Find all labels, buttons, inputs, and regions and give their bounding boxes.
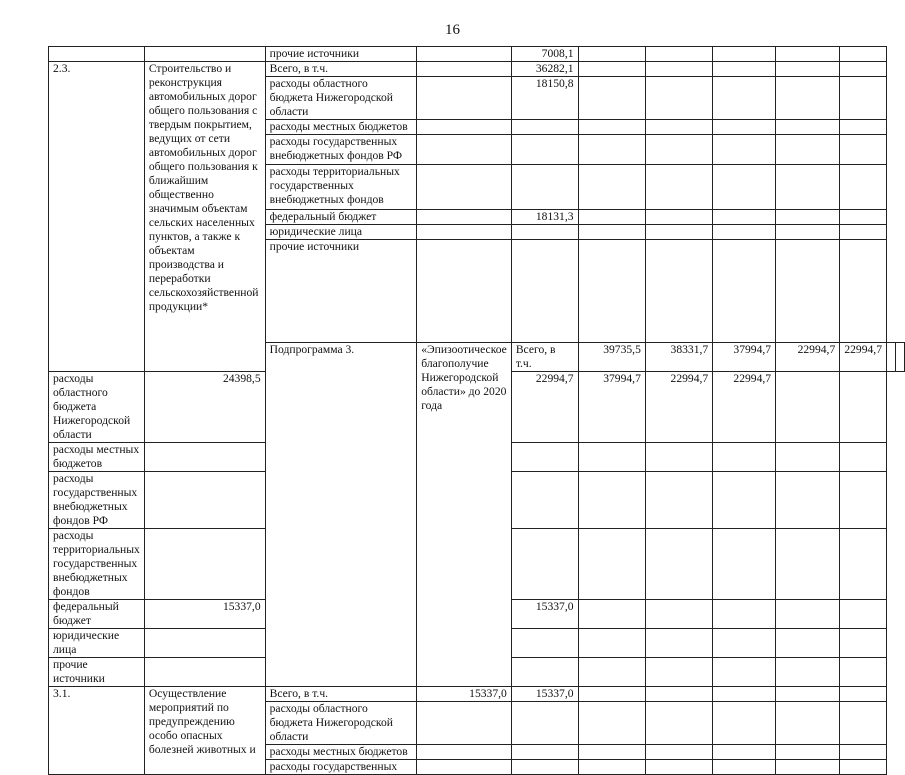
row-index-cell: 3.1.	[49, 687, 145, 775]
value-cell	[578, 47, 645, 62]
value-cell	[417, 120, 512, 135]
value-cell	[511, 702, 578, 745]
value-cell	[511, 629, 578, 658]
value-cell	[840, 62, 887, 77]
value-cell	[645, 658, 712, 687]
value-cell	[776, 745, 840, 760]
value-cell	[645, 745, 712, 760]
value-cell	[840, 77, 887, 120]
value-cell	[511, 135, 578, 165]
value-cell	[713, 658, 776, 687]
funding-source-cell: федеральный бюджет	[265, 210, 417, 225]
value-cell	[840, 600, 887, 629]
value-cell	[578, 225, 645, 240]
value-cell: 15337,0	[511, 600, 578, 629]
value-cell	[776, 135, 840, 165]
value-cell	[776, 529, 840, 600]
value-cell	[417, 135, 512, 165]
value-cell: 7008,1	[511, 47, 578, 62]
value-cell: 22994,7	[776, 343, 840, 372]
measure-name-cell	[144, 47, 265, 62]
value-cell	[840, 372, 887, 443]
value-cell: 15337,0	[417, 687, 512, 702]
value-cell	[417, 225, 512, 240]
value-cell	[417, 47, 512, 62]
value-cell	[776, 77, 840, 120]
funding-source-cell: расходы областного бюджета Нижегородской области	[265, 77, 417, 120]
funding-source-cell: расходы местных бюджетов	[49, 443, 145, 472]
funding-source-cell: прочие источники	[265, 240, 417, 343]
value-cell	[776, 760, 840, 775]
value-cell	[578, 210, 645, 225]
value-cell	[417, 745, 512, 760]
value-cell	[417, 62, 512, 77]
value-cell: 18150,8	[511, 77, 578, 120]
value-cell	[645, 77, 712, 120]
value-cell: 22994,7	[645, 372, 712, 443]
value-cell	[645, 687, 712, 702]
value-cell	[840, 629, 887, 658]
measure-name-cell: «Эпизоотическое благополучие Нижегородской области» до 2020 года	[417, 343, 512, 687]
value-cell	[713, 165, 776, 210]
value-cell	[840, 529, 887, 600]
value-cell: 24398,5	[144, 372, 265, 443]
table-row	[49, 62, 905, 77]
value-cell	[578, 472, 645, 529]
value-cell	[713, 529, 776, 600]
table-row	[49, 47, 905, 62]
funding-source-cell: прочие источники	[49, 658, 145, 687]
value-cell	[840, 225, 887, 240]
value-cell: 37994,7	[713, 343, 776, 372]
value-cell	[645, 472, 712, 529]
row-index-cell: Подпрограмма 3.	[265, 343, 417, 687]
value-cell	[840, 47, 887, 62]
value-cell	[578, 77, 645, 120]
value-cell	[776, 443, 840, 472]
value-cell	[887, 343, 896, 372]
value-cell	[776, 658, 840, 687]
value-cell	[645, 135, 712, 165]
value-cell	[840, 165, 887, 210]
value-cell	[511, 745, 578, 760]
value-cell	[840, 120, 887, 135]
value-cell	[713, 472, 776, 529]
value-cell	[776, 687, 840, 702]
value-cell: 22994,7	[713, 372, 776, 443]
value-cell	[896, 343, 905, 372]
funding-source-cell: федеральный бюджет	[49, 600, 145, 629]
value-cell	[713, 225, 776, 240]
funding-source-cell: Всего, в т.ч.	[265, 62, 417, 77]
value-cell: 39735,5	[578, 343, 645, 372]
value-cell	[776, 47, 840, 62]
value-cell	[578, 240, 645, 343]
value-cell	[840, 702, 887, 745]
value-cell	[511, 240, 578, 343]
funding-source-cell: Всего, в т.ч.	[511, 343, 578, 372]
value-cell	[713, 745, 776, 760]
funding-source-cell: расходы областного бюджета Нижегородской области	[49, 372, 145, 443]
funding-source-cell: юридические лица	[265, 225, 417, 240]
value-cell	[645, 600, 712, 629]
value-cell	[645, 629, 712, 658]
value-cell	[713, 120, 776, 135]
value-cell	[417, 702, 512, 745]
value-cell	[776, 472, 840, 529]
value-cell	[713, 687, 776, 702]
funding-source-cell: расходы областного бюджета Нижегородской области	[265, 702, 417, 745]
value-cell	[776, 62, 840, 77]
measure-name-cell: Осуществление мероприятий по предупреждению особо опасных болезней животных и	[144, 687, 265, 775]
value-cell	[578, 600, 645, 629]
value-cell: 22994,7	[511, 372, 578, 443]
value-cell: 15337,0	[511, 687, 578, 702]
value-cell	[840, 135, 887, 165]
value-cell	[417, 240, 512, 343]
value-cell	[417, 165, 512, 210]
value-cell	[578, 702, 645, 745]
value-cell	[713, 702, 776, 745]
funding-source-cell: расходы государственных внебюджетных фондов РФ	[265, 135, 417, 165]
value-cell: 22994,7	[840, 343, 887, 372]
value-cell	[645, 760, 712, 775]
value-cell	[144, 472, 265, 529]
row-index-cell: 2.3.	[49, 62, 145, 372]
value-cell	[645, 240, 712, 343]
value-cell	[578, 443, 645, 472]
value-cell	[776, 165, 840, 210]
value-cell	[776, 702, 840, 745]
funding-source-cell: расходы местных бюджетов	[265, 745, 417, 760]
value-cell	[713, 77, 776, 120]
measure-name-cell: Строительство и реконструкция автомобильных дорог общего пользования с твердым покрытием, ведущих от сети автомобильных дорог общего пользования к ближайшим общественно значимым объектам сельских населенных пунктов, а также к объектам производства и переработки сельскохозяйственной продукции*	[144, 62, 265, 372]
value-cell	[645, 47, 712, 62]
value-cell	[578, 165, 645, 210]
value-cell	[417, 760, 512, 775]
value-cell	[578, 135, 645, 165]
value-cell: 37994,7	[578, 372, 645, 443]
value-cell	[713, 629, 776, 658]
value-cell	[776, 372, 840, 443]
value-cell	[144, 529, 265, 600]
value-cell	[840, 472, 887, 529]
value-cell	[511, 443, 578, 472]
value-cell	[578, 745, 645, 760]
budget-table	[48, 46, 905, 775]
value-cell	[144, 658, 265, 687]
value-cell: 18131,3	[511, 210, 578, 225]
value-cell	[578, 120, 645, 135]
value-cell	[645, 210, 712, 225]
value-cell	[417, 210, 512, 225]
value-cell	[713, 443, 776, 472]
funding-source-cell: прочие источники	[265, 47, 417, 62]
value-cell	[776, 210, 840, 225]
value-cell	[578, 629, 645, 658]
value-cell	[840, 745, 887, 760]
funding-source-cell: расходы местных бюджетов	[265, 120, 417, 135]
value-cell	[776, 600, 840, 629]
row-index-cell	[49, 47, 145, 62]
funding-source-cell: расходы государственных	[265, 760, 417, 775]
value-cell	[776, 120, 840, 135]
value-cell	[417, 77, 512, 120]
value-cell	[645, 225, 712, 240]
funding-source-cell: Всего, в т.ч.	[265, 687, 417, 702]
value-cell	[511, 472, 578, 529]
value-cell	[645, 443, 712, 472]
funding-source-cell: юридические лица	[49, 629, 145, 658]
value-cell: 38331,7	[645, 343, 712, 372]
value-cell	[840, 210, 887, 225]
funding-source-cell: расходы территориальных государственных внебюджетных фондов	[265, 165, 417, 210]
value-cell	[713, 47, 776, 62]
value-cell	[511, 120, 578, 135]
value-cell	[645, 120, 712, 135]
value-cell	[511, 760, 578, 775]
value-cell	[713, 760, 776, 775]
value-cell	[511, 658, 578, 687]
value-cell	[713, 600, 776, 629]
page-number: 16	[445, 22, 460, 38]
value-cell	[776, 629, 840, 658]
value-cell: 36282,1	[511, 62, 578, 77]
value-cell	[578, 529, 645, 600]
value-cell	[840, 658, 887, 687]
value-cell	[713, 210, 776, 225]
value-cell	[645, 62, 712, 77]
table-row	[49, 687, 905, 702]
value-cell	[511, 165, 578, 210]
value-cell	[713, 62, 776, 77]
funding-source-cell: расходы территориальных государственных внебюджетных фондов	[49, 529, 145, 600]
value-cell	[776, 225, 840, 240]
value-cell	[713, 240, 776, 343]
value-cell	[645, 165, 712, 210]
value-cell	[144, 443, 265, 472]
value-cell	[144, 629, 265, 658]
value-cell	[840, 687, 887, 702]
value-cell	[713, 135, 776, 165]
value-cell	[840, 760, 887, 775]
value-cell	[578, 62, 645, 77]
value-cell	[578, 658, 645, 687]
value-cell	[511, 225, 578, 240]
value-cell	[578, 760, 645, 775]
value-cell	[645, 702, 712, 745]
value-cell	[511, 529, 578, 600]
value-cell	[645, 529, 712, 600]
value-cell	[840, 240, 887, 343]
value-cell	[776, 240, 840, 343]
value-cell: 15337,0	[144, 600, 265, 629]
value-cell	[840, 443, 887, 472]
value-cell	[578, 687, 645, 702]
funding-source-cell: расходы государственных внебюджетных фондов РФ	[49, 472, 145, 529]
